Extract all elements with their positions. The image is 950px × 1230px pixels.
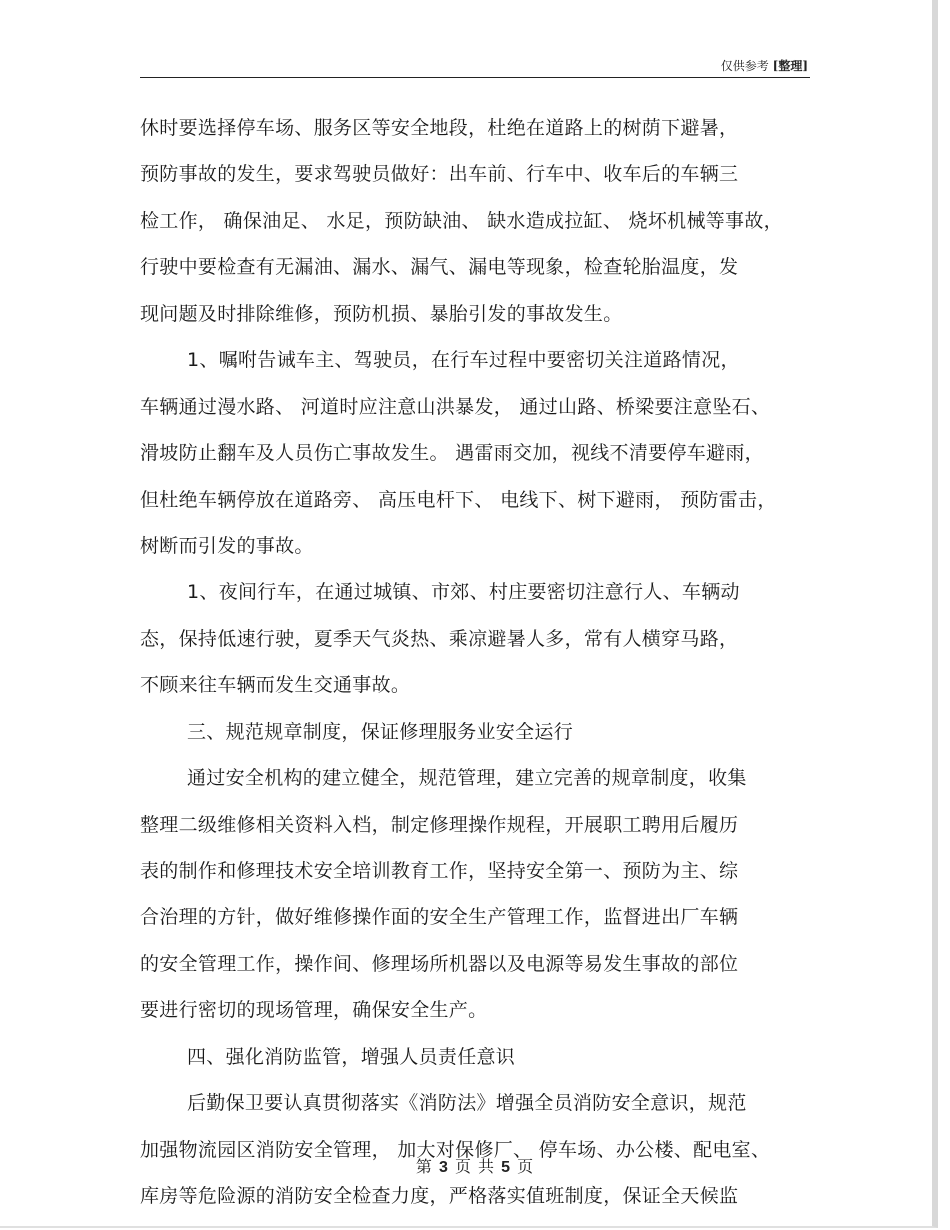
text-line: 加强物流园区消防安全管理， 加大对保修厂、 停车场、办公楼、配电室、 [140,1138,771,1161]
text-line: 四、强化消防监管，增强人员责任意识 [187,1045,516,1068]
text-line: 通过安全机构的建立健全，规范管理，建立完善的规章制度，收集 [187,767,747,790]
text-line: 树断而引发的事故。 [140,534,314,557]
text-line: 现问题及时排除维修，预防机损、暴胎引发的事故发生。 [140,302,623,325]
text-line: 态，保持低速行驶，夏季天气炎热、乘凉避暑人多，常有人横穿马路， [140,627,739,650]
footer-middle: 页 共 [454,1157,496,1176]
text-line: 后勤保卫要认真贯彻落实《消防法》增强全员消防安全意识，规范 [187,1092,747,1115]
header-label: 仅供参考 [720,59,769,73]
text-line: 要进行密切的现场管理，确保安全生产。 [140,999,488,1022]
total-page-count: 5 [501,1159,512,1176]
text-line: 合治理的方针，做好维修操作面的安全生产管理工作，监督进出厂车辆 [140,906,739,929]
text-line: 的安全管理工作，操作间、修理场所机器以及电源等易发生事故的部位 [140,952,739,975]
header-note [721,57,808,74]
text-line: 不顾来往车辆而发生交通事故。 [140,674,411,697]
text-line: 休时要选择停车场、服务区等安全地段，杜绝在道路上的树荫下避暑， [140,117,739,139]
text-line: 1、夜间行车，在通过城镇、市郊、村庄要密切注意行人、车辆动 [187,581,740,604]
document-body [140,112,840,1227]
text-line: 1、嘱咐告诫车主、驾驶员，在行车过程中要密切关注道路情况， [187,349,740,372]
page-footer [0,1154,950,1177]
text-line: 表的制作和修理技术安全培训教育工作，坚持安全第一、预防为主、综 [140,860,739,882]
text-line: 车辆通过漫水路、 河道时应注意山洪暴发， 通过山路、桥梁要注意坠石、 [140,395,771,418]
text-line: 行驶中要检查有无漏油、漏水、漏气、漏电等现象，检查轮胎温度，发 [140,256,739,279]
footer-prefix: 第 [415,1157,433,1176]
text-line: 预防事故的发生，要求驾驶员做好：出车前、行车中、收车后的车辆三 [140,163,739,186]
text-line: 整理二级维修相关资料入档，制定修理操作规程，开展职工聘用后履历 [140,813,739,836]
text-line: 库房等危险源的消防安全检查力度，严格落实值班制度，保证全天候监 [140,1185,739,1208]
page-header [140,55,810,78]
text-line: 三、规范规章制度，保证修理服务业安全运行 [187,720,574,743]
header-tag: [整理] [772,59,808,73]
text-line: 检工作， 确保油足、 水足，预防缺油、 缺水造成拉缸、 烧坏机械等事故， [140,209,783,232]
current-page-number: 3 [438,1159,449,1176]
footer-suffix: 页 [517,1157,535,1176]
text-line: 滑坡防止翻车及人员伤亡事故发生。 遇雷雨交加，视线不清要停车避雨， [140,442,764,465]
text-line: 但杜绝车辆停放在道路旁、 高压电杆下、 电线下、树下避雨， 预防雷击， [140,488,777,511]
